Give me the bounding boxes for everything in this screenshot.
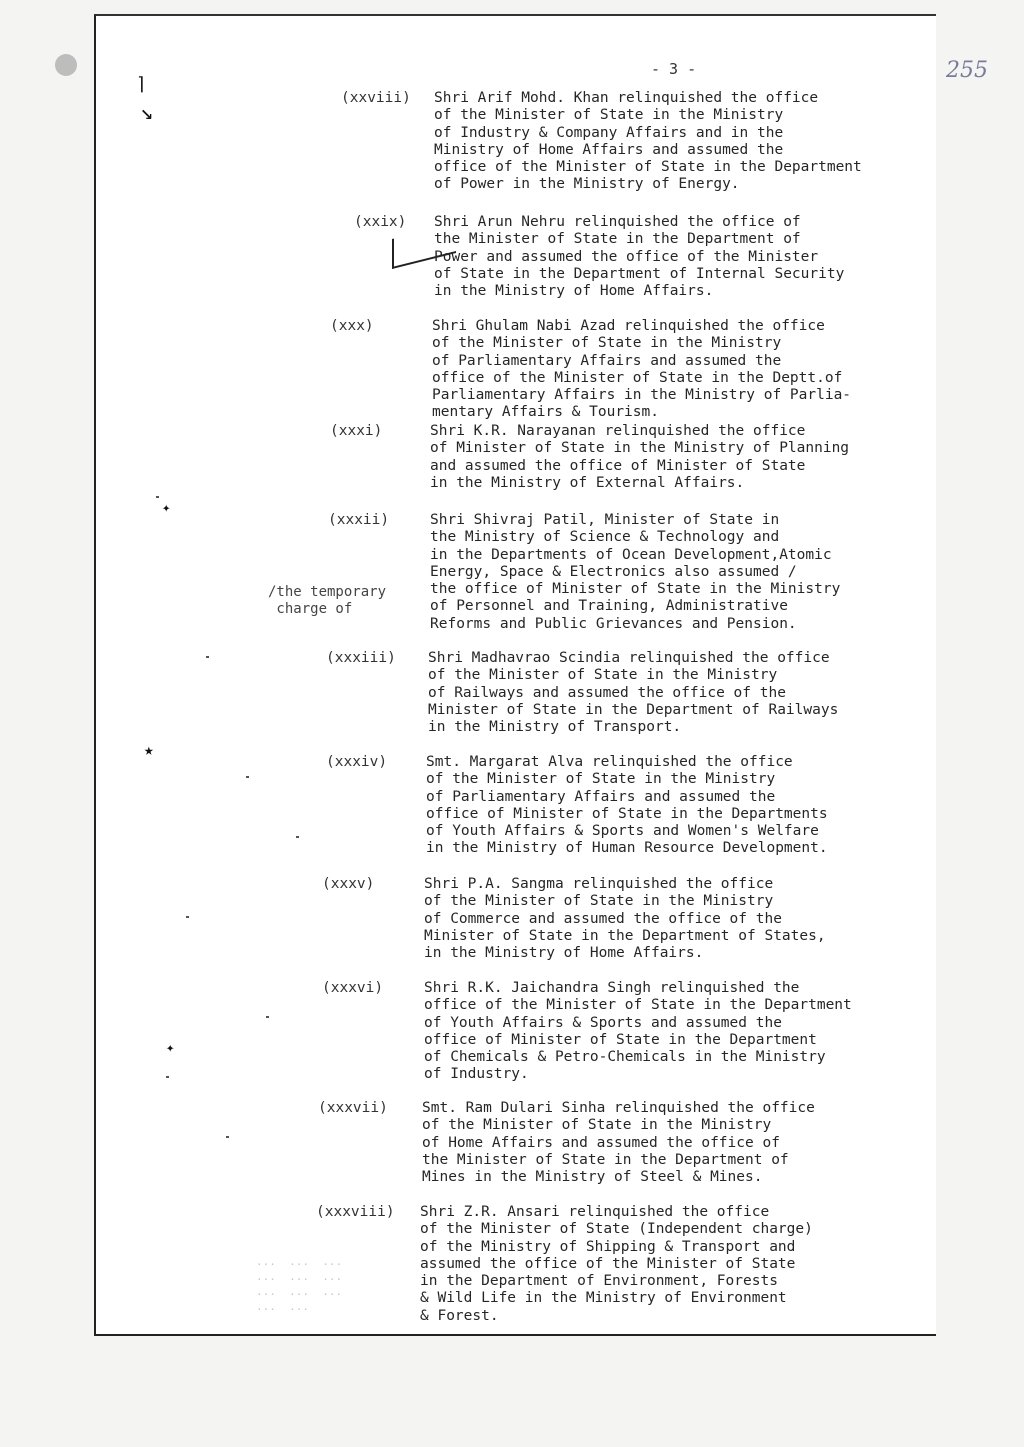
entry-text: Shri K.R. Narayanan relinquished the office of Minister of State in the Ministry of Planning and assumed the office of Minister of State in the Ministry of External Affairs. [430, 423, 850, 491]
entry-number: (xxviii) [341, 90, 411, 106]
entry-text: Shri Shivraj Patil, Minister of State in the Ministry of Science & Technology and in the Departments of Ocean Development,Atomic Energy, Space & Electronics also assumed / the office of Minister of State in the Ministry of Personnel and Training, Administrative Reforms and Public Grievances and Pension. [430, 512, 841, 632]
entry-number: (xxxvi) [322, 980, 384, 996]
scan-speck [156, 496, 159, 498]
entry-text: Shri Z.R. Ansari relinquished the office of the Minister of State (Independent charge) of the Ministry of Shipping & Transport and assumed the office of the Minister of State in the Department of Environment, Forests & Wild Life in the Ministry of Environment & Forest. [420, 1204, 813, 1324]
margin-bracket-mark: ⌉ [136, 74, 147, 95]
entry-text: Smt. Margarat Alva relinquished the office of the Minister of State in the Ministry of Parliamentary Affairs and assumed the office of Minister of State in the Departments of Youth Affairs & Sports and Women's Welfare in the Ministry of Human Resource Development. [426, 754, 828, 857]
document-page [94, 14, 988, 1336]
entry-number: (xxix) [354, 214, 407, 230]
scan-speck [206, 656, 209, 658]
scan-speck [186, 916, 189, 918]
scan-speck [226, 1136, 229, 1138]
entry-number: (xxxviii) [316, 1204, 395, 1220]
page-number: - 3 - [651, 60, 697, 78]
ink-blot-mark: ★ [144, 740, 154, 759]
entry-number: (xxx) [330, 318, 374, 334]
entry-number: (xxxiii) [326, 650, 396, 666]
faded-margin-note: ... ... ... ... ... ... ... ... ... ... ... [256, 1255, 343, 1313]
ink-blot-mark: ✦ [166, 1040, 175, 1056]
scan-speck [166, 1076, 169, 1078]
entry-text: Shri Arif Mohd. Khan relinquished the office of the Minister of State in the Ministry of Industry & Company Affairs and in the Ministry of Home Affairs and assumed the office of the Minister of State in the Department of Power in the Ministry of Energy. [434, 90, 862, 193]
scan-speck [296, 836, 299, 838]
margin-note: /the temporary charge of [268, 584, 387, 617]
entry-number: (xxxiv) [326, 754, 388, 770]
entry-text: Shri Madhavrao Scindia relinquished the office of the Minister of State in the Ministry of Railways and assumed the office of the Minister of State in the Department of Railways in the Ministry of Transport. [428, 650, 839, 736]
margin-arrow-mark: ↘ [140, 100, 154, 125]
entry-text: Shri P.A. Sangma relinquished the office of the Minister of State in the Ministry of Commerce and assumed the office of the Minister of State in the Department of States, in the Ministry of Home Affairs. [424, 876, 826, 962]
entry-number: (xxxi) [330, 423, 383, 439]
entry-text: Smt. Ram Dulari Sinha relinquished the office of the Minister of State in the Ministry of Home Affairs and assumed the office of the Minister of State in the Department of Mines in the Ministry of Steel & Mines. [422, 1100, 815, 1186]
punch-hole [55, 54, 77, 76]
entry-text: Shri Arun Nehru relinquished the office of the Minister of State in the Department of Power and assumed the office of the Minister of State in the Department of Internal Security in the Ministry of Home Affairs. [434, 214, 845, 300]
folio-number: 255 [946, 58, 988, 83]
ink-blot-mark: ✦ [162, 500, 171, 516]
entry-text: Shri Ghulam Nabi Azad relinquished the office of the Minister of State in the Ministry of Parliamentary Affairs and assumed the office of the Minister of State in the Deptt.of Parliamentary Affairs in the Ministry of Parlia- mentary Affairs & Tourism. [432, 318, 852, 421]
scan-speck [246, 776, 249, 778]
entry-number: (xxxv) [322, 876, 375, 892]
entry-text: Shri R.K. Jaichandra Singh relinquished the office of the Minister of State in the Department of Youth Affairs & Sports and assumed the office of Minister of State in the Department of Chemicals & Petro-Chemicals in the Ministry of Industry. [424, 980, 852, 1083]
entry-number: (xxxvii) [318, 1100, 388, 1116]
scan-speck [266, 1016, 269, 1018]
entry-number: (xxxii) [328, 512, 390, 528]
